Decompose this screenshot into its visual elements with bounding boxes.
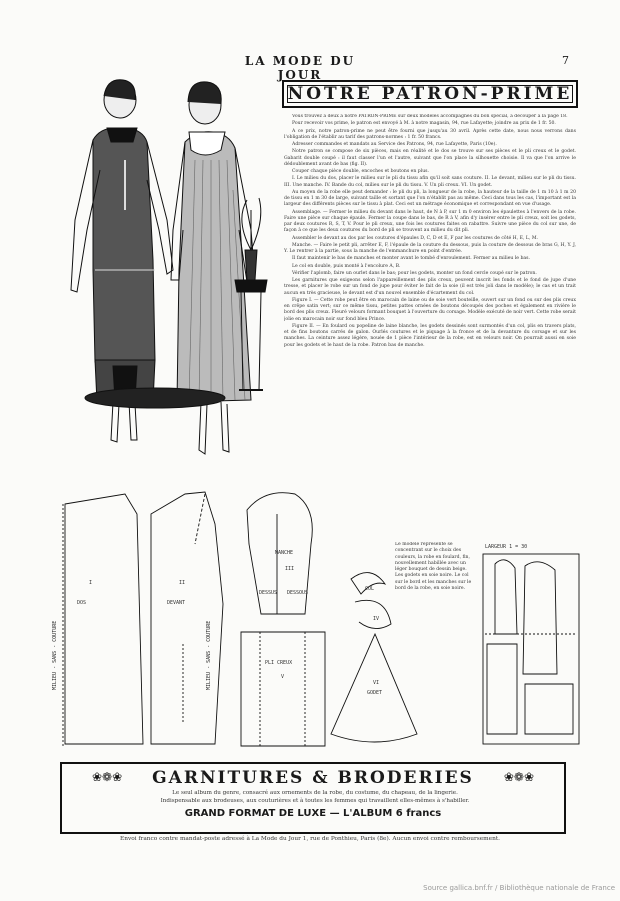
paragraph: Figure I. — Cette robe peut être en marocain de laine ou de soie vert bouteille, ouvert sur un fond ou sur des plis creux en crêpe satin vert; sur ce même tissu, petites pattes ornées de boutons découpés des poches et également en rivière le bord des plis creux. Fleuré velours formant bouquet à l'ouverture du corsage. Modèle exécuté de noir vert. Cette robe serait jolie en marocain noir sur fond bleu Prince. — [284, 297, 576, 322]
label-piece-3: III — [285, 566, 295, 572]
paragraph: Vous trouvez à deux à notre PATRON-PRIME sur deux modèles accompagnés du bon spécial, à découper à la page 18. — [292, 114, 568, 119]
advert-title: GARNITURES & BRODERIES — [152, 768, 474, 788]
pattern-diagrams — [55, 484, 585, 749]
label-godet: GODET — [367, 690, 383, 696]
label-piece-5: V — [281, 674, 285, 680]
label-piece-4: IV — [373, 616, 380, 622]
pattern-piece-pli-creux — [241, 632, 325, 746]
advert-box — [60, 762, 566, 834]
paragraph: Il faut maintenir le bas de manches et monter avant le tombé d'enroulement. Fermer au milieu le bas. — [292, 256, 530, 262]
paragraph: Le col en double, puis monté à l'encolure A, B. — [292, 263, 401, 269]
label-dessus: DESSUS — [259, 590, 278, 596]
paragraph: Assemblage. — Fermer le milieu du devant dans le haut, de N à P, sur 1 m 0 environ les épaulettes à l'envers de la robe. Faire une pièce sur chaque épaule. Fermer la coupe dans le bas, de R à V, afin d'y insérer entre le pli creux, soit les godets, par deux coutures R, S, T, V. Pour le pli creux, une fois les coutures faites on rabattre. Suivre une pièce du col sur une, de façon à ce que les deux coutures du bord de pli se trouvent au milieu du dit pli. — [284, 209, 576, 234]
paragraph: Notre patron se compose de six pièces, mais en réalité et le dos se trouve sur ses pièces et le pli creux et le godet. Gabarit double coupé : il faut classer l'un et l'autre, suivant que l'on place la silhouette choisie. Il va que l'on arrive le dédoublement avant de bas (fig. II). — [284, 149, 576, 167]
paragraph: A ce prix, notre patron-prime ne peut être fourni que jusqu'au 30 avril. Après cette date, nous nous verrons dans l'obligation de l'établir au tarif des patrons-normes : 1 fr. 50 francs. — [284, 128, 576, 140]
label-col: COL — [365, 586, 375, 592]
paragraph: Le modèle représenté se concentrant sur le choix des couleurs, la robe en foulard, fin, nouvellement habillée avec un léger bouquet de dessin beige. Les godets en soie noire. Le col sur le bord et les manches sur le bord de la robe, en soie noire. — [395, 542, 472, 591]
paragraph: Assembler le devant au dos par les coutures d'épaules D, C, D et E, F par les coutures de côté H, E, L, M. — [292, 235, 539, 241]
advert-format: GRAND FORMAT DE LUXE — L'ALBUM 6 francs — [184, 808, 442, 819]
vertical-label-devant: MILIEU - SANS - COUTURE — [206, 620, 212, 690]
article-body — [284, 114, 576, 544]
magazine-title: LA MODE DU JOUR — [244, 54, 356, 82]
page-number: 7 — [562, 54, 569, 67]
article-title: NOTRE PATRON-PRIME — [282, 80, 578, 108]
label-piece-2: II — [179, 580, 186, 586]
advert-line-1: Le seul album du genre, consacré aux ornements de la robe, du costume, du chapeau, de la lingerie. — [172, 790, 458, 796]
label-pli-creux: PLI CREUX — [265, 660, 293, 666]
paragraph: Au moyen de la robe elle peut demander : le pli du pli, la longueur de la robe, la hauteur de la taille de 1 m 10 à 1 m 20 de tissu en 1 m 30 de large, suivant taille et sortant que l'on n'établit pas au même. Ceci dans tous les cas, l'important est la largeur des différents pièces sur le tissu à plat. Ceci est un métrage économique et correspondant en vue d'usage. — [284, 189, 576, 208]
scale-caption: LARGEUR 1 = 30 — [485, 544, 528, 550]
label-devant: DEVANT — [167, 600, 186, 606]
paragraph: Les garnitures que exigeons selon l'appareillement des plis creux, peuvent inscrit les fonds et le fond de jupe d'une tresse, et placer le robe sur un fond de jupe pour éviter le fait de la soie (il est très joli dans le modèle); le cas et un trait aucun en très gracieuse, le devant est d'un nouvel ensemble d'écartement du col. — [284, 278, 576, 296]
paragraph: Manche. — Faire le petit pli, arrêter E, F, l'épaule de la couture du dessous, puis la couture de dessous de bras G, H, Y. J, Y. Le rentrer à la partie, sous la manche de l'emmanchure en point d'entrée. — [284, 242, 576, 254]
label-dessous: DESSOUS — [287, 590, 309, 596]
advert-line-2: Indispensable aux brodeuses, aux couturières et à toutes les femmes qui travaillent elles-mêmes à s'habiller. — [160, 798, 470, 804]
label-piece-1: I — [89, 580, 93, 586]
ornament-right: ❀❁❀ — [503, 770, 534, 784]
footer-note: Envoi franco contre mandat-poste adressé à La Mode du Jour 1, rue de Ponthieu, Paris (8e). Aucun envoi contre remboursement. — [119, 836, 501, 842]
paragraph: Vérifier l'aplomb, faire un ourlet dans le bas; pour les godets, monter un fond cercle coupé sur le patron. — [292, 270, 537, 276]
fashion-illustration — [55, 70, 280, 490]
label-dos: DOS — [77, 600, 87, 606]
layout-diagram — [483, 554, 579, 744]
paragraph: Couper chaque pièce double, encoches et boutons en plus. — [292, 169, 429, 174]
vertical-label-dos: MILIEU - SANS - COUTURE — [52, 620, 58, 690]
pattern-piece-devant — [151, 492, 223, 744]
label-piece-6: VI — [373, 680, 380, 686]
source-credit: Source gallica.bnf.fr / Bibliothèque nationale de France — [423, 884, 615, 892]
pattern-piece-godet — [331, 634, 417, 742]
label-manche: MANCHE — [275, 550, 294, 556]
paragraph: Figure II. — En foulard ou popeline de laine blanche, les godets dessinés sont surmontés d'un col, plis en travers plats, et de fins boutons carrés de galon. Ourlés coutures et le piquage à la fronce et de la devanture du corsage et sur les manches. La ceinture assez légère, nouée de 1 pièce l'intérieur de la robe, est en velours noir. On pourrait aussi en soie pour les godets et le haut de la robe. Patron bas de manche. — [284, 323, 576, 348]
ornament-left: ❀❁❀ — [92, 770, 123, 784]
pattern-piece-dos — [65, 494, 143, 744]
paragraph: Pour recevoir vos prime, le patron est envoyé à M. à notre magasin, 94, rue Lafayette; joindre au prix de 1 fr. 50. — [292, 121, 556, 127]
paragraph: I. Le milieu du dos, placer le milieu sur le pli du tissu afin qu'il soit sans couture. II. Le devant, milieu sur le pli du tissu. III. Une manche. IV. Bande du col, milieu sur le pli du tissu. V. Un pli creux. VI. Un godet. — [284, 176, 576, 188]
paragraph: Adresser commandes et mandats au Service des Patrons, 94, rue Lafayette, Paris (10e). — [292, 142, 497, 147]
